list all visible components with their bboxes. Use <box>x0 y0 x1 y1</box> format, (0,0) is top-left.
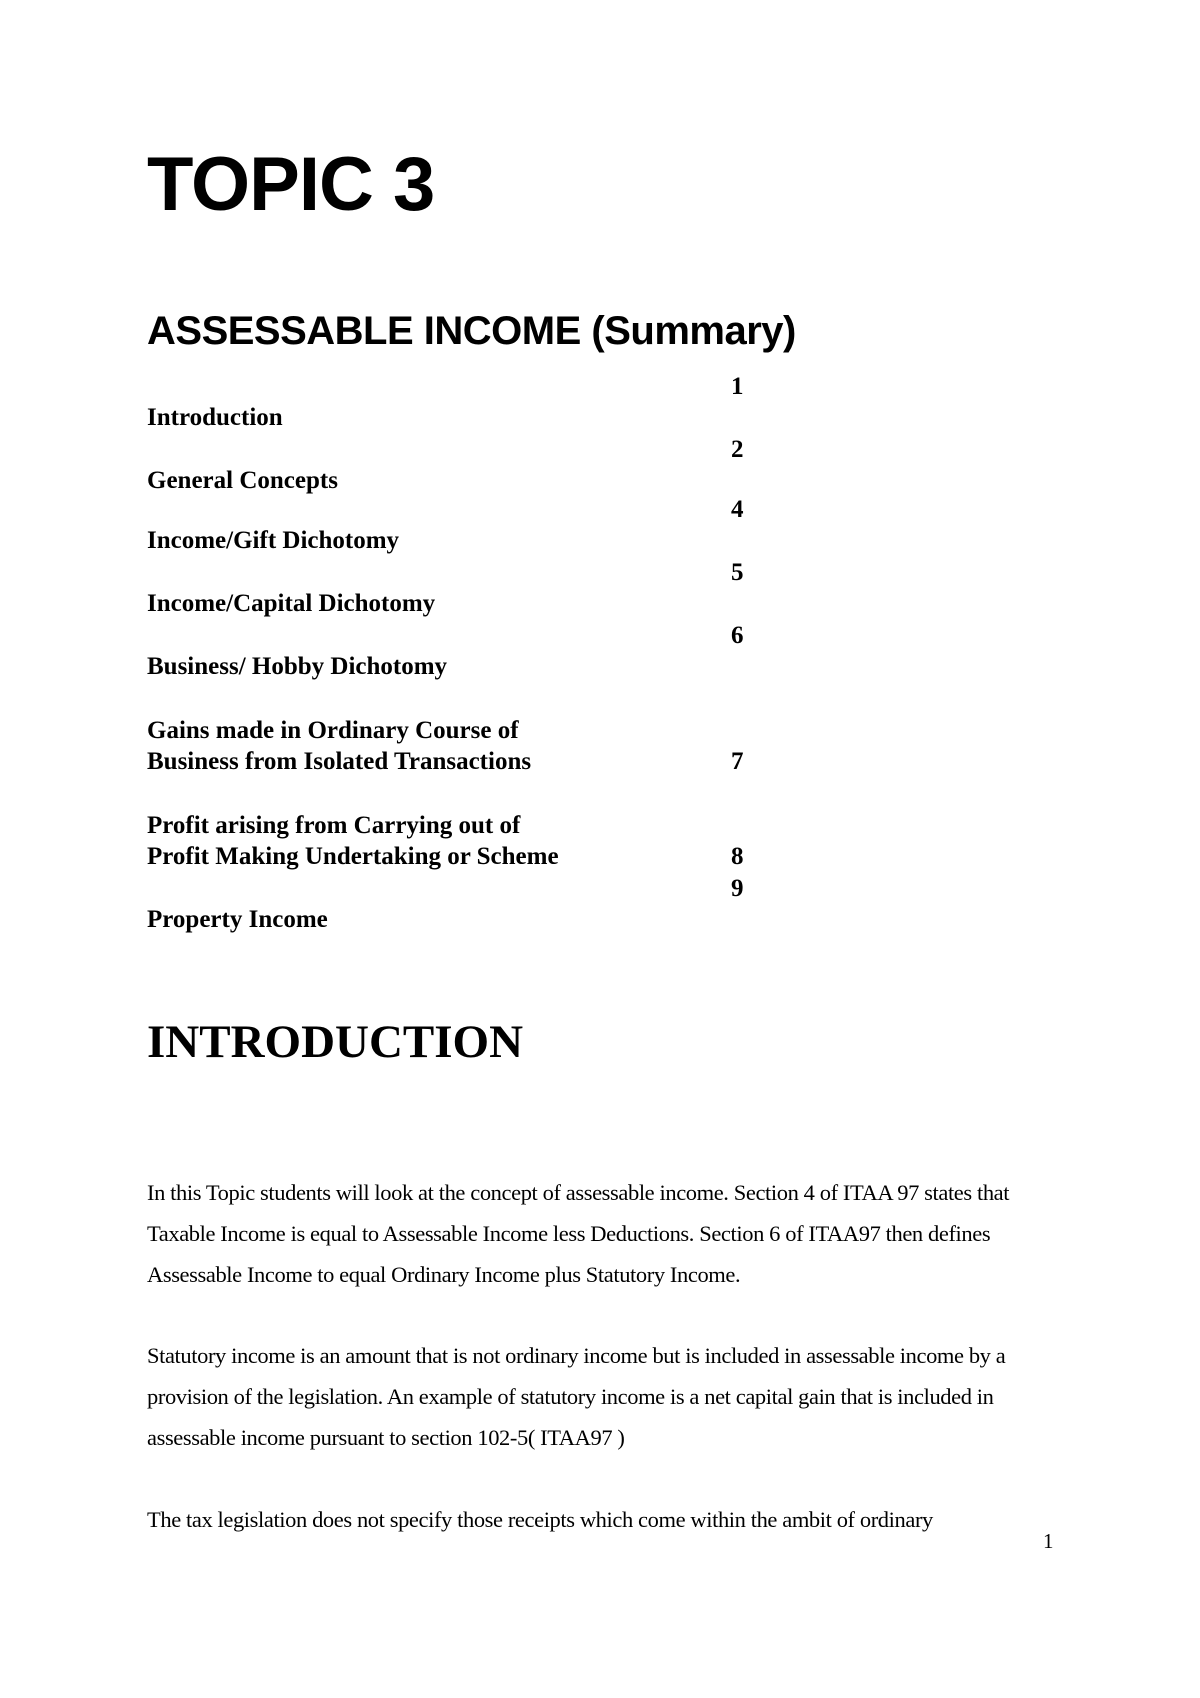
toc-page-number: 9 <box>731 875 744 902</box>
toc-label-line: Profit arising from Carrying out of <box>147 812 521 839</box>
introduction-heading: INTRODUCTION <box>147 1016 524 1068</box>
toc-label: Income/Capital Dichotomy <box>147 590 436 617</box>
toc-label-line: Gains made in Ordinary Course of <box>147 717 519 744</box>
toc-page-number: 1 <box>731 373 744 400</box>
toc-label: Introduction <box>147 404 283 431</box>
toc-label: Property Income <box>147 906 328 933</box>
toc-page-number: 8 <box>731 843 744 870</box>
toc-label: Income/Gift Dichotomy <box>147 527 400 554</box>
toc-page-number: 5 <box>731 559 744 586</box>
toc-row-gains-isolated <box>147 715 747 777</box>
toc-page-number: 2 <box>731 436 744 463</box>
paragraph-ordinary-income: The tax legislation does not specify those receipts which come within the ambit of ordinary <box>147 1507 933 1532</box>
toc-label <box>147 810 687 872</box>
toc-label-line: Business from Isolated Transactions <box>147 748 532 775</box>
toc-label: Business/ Hobby Dichotomy <box>147 653 448 680</box>
topic-title: TOPIC 3 <box>147 142 435 227</box>
paragraph-statutory-income: Statutory income is an amount that is not ordinary income but is included in assessable income by a provision of the legislation. An example of statutory income is a net capital gain that is included in assessable income pursuant to section 102-5( ITAA97 ) <box>147 1343 1006 1450</box>
toc-label-line: Profit Making Undertaking or Scheme <box>147 843 559 870</box>
paragraph-assessable-income: In this Topic students will look at the concept of assessable income. Section 4 of ITAA 97 states that Taxable Income is equal to Assessable Income less Deductions. Section 6 of ITAA97 then defines Assessable Income to equal Ordinary Income plus Statutory Income. <box>147 1180 1010 1287</box>
toc-page-number: 6 <box>731 622 744 649</box>
toc-label <box>147 715 687 777</box>
toc-row-profit-scheme <box>147 810 747 872</box>
toc-label: General Concepts <box>147 467 338 494</box>
toc-page-number: 7 <box>731 748 744 775</box>
page-number: 1 <box>1043 1529 1054 1553</box>
toc-page-number: 4 <box>731 496 744 523</box>
section-title: ASSESSABLE INCOME (Summary) <box>147 309 796 353</box>
